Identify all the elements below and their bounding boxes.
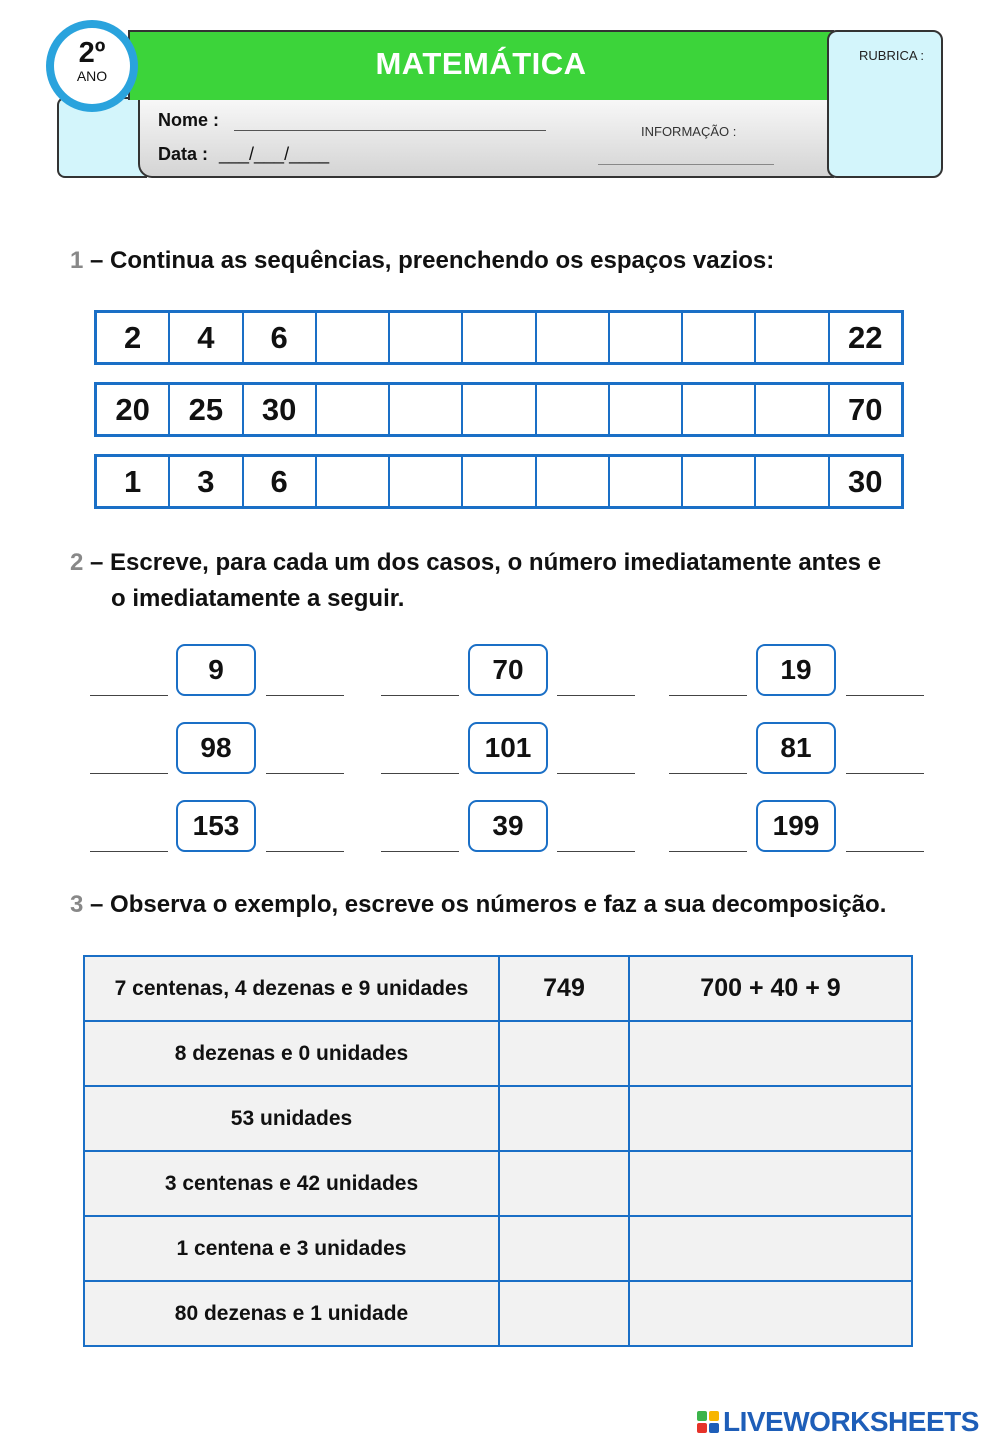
- before-blank[interactable]: [90, 773, 168, 774]
- question-3: [70, 887, 886, 923]
- number-input[interactable]: [499, 1151, 629, 1216]
- sequence-input[interactable]: [390, 457, 463, 506]
- description-cell: 7 centenas, 4 dezenas e 9 unidades: [84, 956, 499, 1021]
- sequence-cell: 70: [848, 391, 883, 427]
- liveworksheets-brand: LIVEWORKSHEETS: [723, 1406, 979, 1437]
- number-box: 98: [176, 722, 256, 774]
- info-field[interactable]: [598, 164, 774, 165]
- question-3-number: 3: [70, 891, 84, 918]
- sequence-input[interactable]: [756, 457, 829, 506]
- number-input[interactable]: [499, 1216, 629, 1281]
- before-blank[interactable]: [381, 695, 459, 696]
- question-3-text: – Observa o exemplo, escreve os números e faz a sua decomposição.: [90, 891, 887, 918]
- question-2-text-line-2: o imediatamente a seguir.: [111, 585, 405, 612]
- sequence-input[interactable]: [683, 313, 756, 362]
- sequence-cell: 22: [848, 319, 883, 355]
- table-row: [84, 956, 912, 1021]
- after-blank[interactable]: [266, 851, 344, 852]
- sequence-row-3: [94, 454, 904, 509]
- number-box: 70: [468, 644, 548, 696]
- header-title-bar: [128, 30, 834, 100]
- sequence-cell: 3: [170, 457, 243, 506]
- number-input[interactable]: [499, 1086, 629, 1151]
- sequence-input[interactable]: [610, 457, 683, 506]
- number-box: 199: [756, 800, 836, 852]
- table-row: [84, 1021, 912, 1086]
- before-blank[interactable]: [669, 695, 747, 696]
- after-blank[interactable]: [846, 695, 924, 696]
- grade-badge: [46, 20, 138, 112]
- subject-title: MATEMÁTICA: [375, 46, 587, 81]
- description-cell: 80 dezenas e 1 unidade: [84, 1281, 499, 1346]
- after-blank[interactable]: [557, 851, 635, 852]
- sequence-input[interactable]: [756, 385, 829, 434]
- name-label: Nome :: [158, 110, 220, 130]
- sequence-input[interactable]: [317, 313, 390, 362]
- after-blank[interactable]: [846, 851, 924, 852]
- decomposition-input[interactable]: [629, 1281, 912, 1346]
- question-2: [70, 545, 881, 617]
- question-1-text: – Continua as sequências, preenchendo os espaços vazios:: [90, 247, 775, 274]
- info-label: INFORMAÇÃO :: [641, 124, 737, 139]
- sequence-row-1: [94, 310, 904, 365]
- table-row: [84, 1281, 912, 1346]
- number-input[interactable]: [499, 1281, 629, 1346]
- sequence-input[interactable]: [463, 385, 536, 434]
- sequence-input[interactable]: [537, 313, 610, 362]
- decomposition-input[interactable]: [629, 1086, 912, 1151]
- table-row: [84, 1151, 912, 1216]
- number-box: 81: [756, 722, 836, 774]
- number-box: 101: [468, 722, 548, 774]
- sequence-cell: 2: [97, 313, 170, 362]
- before-blank[interactable]: [669, 851, 747, 852]
- sequence-cell: 25: [170, 385, 243, 434]
- sequence-input[interactable]: [537, 457, 610, 506]
- grade-number: 2º: [78, 37, 106, 69]
- sequence-input[interactable]: [317, 385, 390, 434]
- question-2-number: 2: [70, 549, 84, 576]
- after-blank[interactable]: [266, 695, 344, 696]
- decomposition-cell: 700 + 40 + 9: [629, 956, 912, 1021]
- after-blank[interactable]: [557, 773, 635, 774]
- decomposition-table: [83, 955, 913, 1347]
- name-field[interactable]: [234, 130, 546, 131]
- question-2-text-line-1: – Escreve, para cada um dos casos, o número imediatamente antes e: [90, 549, 882, 576]
- sequence-cell: 30: [848, 463, 883, 499]
- description-cell: 3 centenas e 42 unidades: [84, 1151, 499, 1216]
- sequence-cell: 4: [170, 313, 243, 362]
- sequence-cell: 6: [244, 313, 317, 362]
- number-box: 9: [176, 644, 256, 696]
- description-cell: 1 centena e 3 unidades: [84, 1216, 499, 1281]
- sequence-input[interactable]: [463, 457, 536, 506]
- sequence-input[interactable]: [463, 313, 536, 362]
- before-blank[interactable]: [669, 773, 747, 774]
- number-input[interactable]: [499, 1021, 629, 1086]
- after-blank[interactable]: [266, 773, 344, 774]
- before-blank[interactable]: [90, 695, 168, 696]
- sequence-cell: 30: [244, 385, 317, 434]
- sequence-input[interactable]: [390, 313, 463, 362]
- liveworksheets-logo-icon: [697, 1411, 719, 1433]
- sequence-input[interactable]: [610, 313, 683, 362]
- sequence-row-2: [94, 382, 904, 437]
- rubrica-box: [827, 30, 943, 178]
- liveworksheets-logo[interactable]: [697, 1406, 979, 1438]
- before-blank[interactable]: [90, 851, 168, 852]
- description-cell: 53 unidades: [84, 1086, 499, 1151]
- rubrica-label: RUBRICA :: [859, 48, 925, 63]
- after-blank[interactable]: [846, 773, 924, 774]
- after-blank[interactable]: [557, 695, 635, 696]
- table-row: [84, 1216, 912, 1281]
- grade-label: ANO: [76, 68, 108, 84]
- sequence-input[interactable]: [683, 457, 756, 506]
- date-label: Data :: [158, 144, 209, 164]
- before-blank[interactable]: [381, 773, 459, 774]
- question-1-number: 1: [70, 247, 84, 274]
- decomposition-input[interactable]: [629, 1021, 912, 1086]
- date-field[interactable]: ___/___/____: [219, 144, 330, 164]
- number-box: 153: [176, 800, 256, 852]
- description-cell: 8 dezenas e 0 unidades: [84, 1021, 499, 1086]
- sequence-cell: 1: [97, 457, 170, 506]
- sequence-input[interactable]: [683, 385, 756, 434]
- number-cell: 749: [499, 956, 629, 1021]
- sequence-input[interactable]: [537, 385, 610, 434]
- before-blank[interactable]: [381, 851, 459, 852]
- sequence-input[interactable]: [756, 313, 829, 362]
- question-1: [70, 243, 774, 279]
- decomposition-input[interactable]: [629, 1151, 912, 1216]
- sequence-cell: 6: [244, 457, 317, 506]
- sequence-cell: 20: [97, 385, 170, 434]
- sequence-input[interactable]: [317, 457, 390, 506]
- table-row: [84, 1086, 912, 1151]
- sequence-input[interactable]: [610, 385, 683, 434]
- number-box: 19: [756, 644, 836, 696]
- number-box: 39: [468, 800, 548, 852]
- decomposition-input[interactable]: [629, 1216, 912, 1281]
- sequence-input[interactable]: [390, 385, 463, 434]
